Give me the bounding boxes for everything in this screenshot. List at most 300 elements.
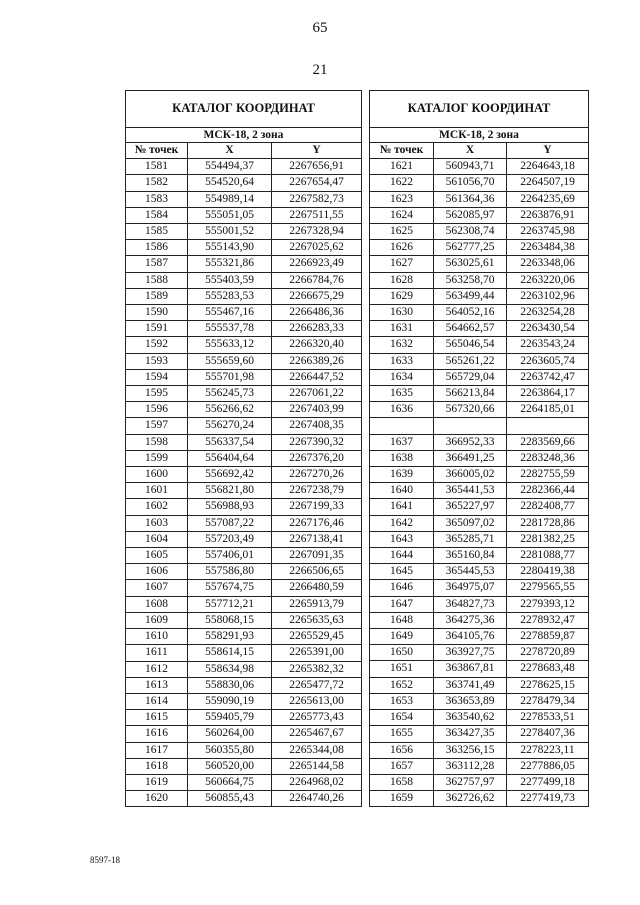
x-coordinate: 555001,52: [188, 224, 272, 240]
x-coordinate: 554494,37: [188, 159, 272, 175]
point-number: 1590: [126, 305, 188, 321]
point-number: 1648: [370, 612, 434, 628]
table-row: [126, 693, 362, 709]
table-row: [370, 791, 589, 807]
point-number: 1623: [370, 191, 434, 207]
x-coordinate: 557406,01: [188, 548, 272, 564]
x-coordinate: 563499,44: [434, 288, 507, 304]
table-row: [370, 191, 589, 207]
x-coordinate: 363112,28: [434, 758, 507, 774]
y-coordinate: 2266923,49: [272, 256, 362, 272]
x-coordinate: 562777,25: [434, 240, 507, 256]
table-row: [370, 353, 589, 369]
x-coordinate: 557712,21: [188, 596, 272, 612]
table-row: [370, 386, 589, 402]
point-number: 1606: [126, 564, 188, 580]
point-number: 1619: [126, 774, 188, 790]
point-number: 1659: [370, 791, 434, 807]
x-coordinate: 557674,75: [188, 580, 272, 596]
point-number: 1594: [126, 369, 188, 385]
x-coordinate: 555467,16: [188, 305, 272, 321]
table-row: [126, 337, 362, 353]
x-coordinate: 561364,36: [434, 191, 507, 207]
y-coordinate: 2263745,98: [507, 224, 589, 240]
table-row: [126, 191, 362, 207]
y-coordinate: 2277419,73: [507, 791, 589, 807]
point-number: 1627: [370, 256, 434, 272]
point-number: 1603: [126, 515, 188, 531]
x-coordinate: 564662,57: [434, 321, 507, 337]
table-row: [370, 710, 589, 726]
y-coordinate: 2267199,33: [272, 499, 362, 515]
point-number: 1653: [370, 693, 434, 709]
point-number: [370, 418, 434, 434]
table-row: [370, 774, 589, 790]
y-coordinate: 2266320,40: [272, 337, 362, 353]
x-coordinate: 562085,97: [434, 207, 507, 223]
x-coordinate: 555701,98: [188, 369, 272, 385]
y-coordinate: 2267656,91: [272, 159, 362, 175]
table-row: [126, 515, 362, 531]
table-row: [370, 402, 589, 418]
x-coordinate: 364275,36: [434, 612, 507, 628]
table-row: [126, 224, 362, 240]
point-number: 1629: [370, 288, 434, 304]
table-row: [126, 661, 362, 677]
y-coordinate: 2263742,47: [507, 369, 589, 385]
point-number: 1615: [126, 710, 188, 726]
y-coordinate: 2266675,29: [272, 288, 362, 304]
point-number: 1655: [370, 726, 434, 742]
point-number: 1640: [370, 483, 434, 499]
y-coordinate: 2277886,05: [507, 758, 589, 774]
table-row: [370, 450, 589, 466]
x-coordinate: 556270,24: [188, 418, 272, 434]
table-row: [126, 629, 362, 645]
table-row: [126, 418, 362, 434]
y-coordinate: 2264643,18: [507, 159, 589, 175]
point-number: 1638: [370, 450, 434, 466]
table-row: [126, 677, 362, 693]
x-coordinate: 560355,80: [188, 742, 272, 758]
point-number: 1591: [126, 321, 188, 337]
y-coordinate: 2266447,52: [272, 369, 362, 385]
x-coordinate: 555633,12: [188, 337, 272, 353]
x-coordinate: 557203,49: [188, 531, 272, 547]
table-row: [370, 548, 589, 564]
point-number: 1595: [126, 386, 188, 402]
table-row: [126, 564, 362, 580]
point-number: 1635: [370, 386, 434, 402]
x-coordinate: 560855,43: [188, 791, 272, 807]
page-number: 65: [312, 20, 328, 36]
x-coordinate: 556404,64: [188, 450, 272, 466]
x-coordinate: 558291,93: [188, 629, 272, 645]
point-number: 1609: [126, 612, 188, 628]
point-number: 1632: [370, 337, 434, 353]
table-row: [370, 418, 589, 434]
x-coordinate: 366952,33: [434, 434, 507, 450]
y-coordinate: 2267376,20: [272, 450, 362, 466]
x-coordinate: 365285,71: [434, 531, 507, 547]
table-row: [370, 272, 589, 288]
table-row: [370, 661, 589, 677]
x-coordinate: 365160,84: [434, 548, 507, 564]
point-number: 1647: [370, 596, 434, 612]
table-row: [370, 612, 589, 628]
header-row: [126, 143, 362, 159]
x-coordinate: 363741,49: [434, 677, 507, 693]
y-coordinate: 2267061,22: [272, 386, 362, 402]
y-coordinate: 2263864,17: [507, 386, 589, 402]
x-coordinate: 560664,75: [188, 774, 272, 790]
table-row: [126, 531, 362, 547]
x-coordinate: [434, 418, 507, 434]
point-number: 1649: [370, 629, 434, 645]
point-number: 1616: [126, 726, 188, 742]
y-coordinate: 2267390,32: [272, 434, 362, 450]
y-coordinate: 2267582,73: [272, 191, 362, 207]
table-row: [370, 645, 589, 661]
x-coordinate: 560943,71: [434, 159, 507, 175]
point-number: 1602: [126, 499, 188, 515]
point-number: 1644: [370, 548, 434, 564]
x-coordinate: 556821,80: [188, 483, 272, 499]
table-row: [126, 321, 362, 337]
x-coordinate: 363540,62: [434, 710, 507, 726]
y-coordinate: 2267328,94: [272, 224, 362, 240]
table-row: [370, 564, 589, 580]
x-coordinate: 560520,00: [188, 758, 272, 774]
table-row: [126, 159, 362, 175]
x-coordinate: 364827,73: [434, 596, 507, 612]
table-row: [370, 531, 589, 547]
y-coordinate: 2263430,54: [507, 321, 589, 337]
point-number: 1628: [370, 272, 434, 288]
x-coordinate: 561056,70: [434, 175, 507, 191]
y-coordinate: 2265344,08: [272, 742, 362, 758]
point-number: 1587: [126, 256, 188, 272]
table-row: [126, 726, 362, 742]
point-number: 1614: [126, 693, 188, 709]
point-number: 1589: [126, 288, 188, 304]
table-row: [370, 288, 589, 304]
x-coordinate: 554989,14: [188, 191, 272, 207]
y-coordinate: 2267238,79: [272, 483, 362, 499]
y-coordinate: 2267511,55: [272, 207, 362, 223]
point-number: 1631: [370, 321, 434, 337]
x-coordinate: 563025,61: [434, 256, 507, 272]
y-coordinate: 2264740,26: [272, 791, 362, 807]
y-coordinate: 2266784,76: [272, 272, 362, 288]
point-number: 1622: [370, 175, 434, 191]
table-row: [126, 612, 362, 628]
point-number: 1599: [126, 450, 188, 466]
point-number: 1610: [126, 629, 188, 645]
y-coordinate: [507, 418, 589, 434]
table-row: [126, 645, 362, 661]
point-number: 1645: [370, 564, 434, 580]
point-number: 1624: [370, 207, 434, 223]
table-row: [126, 386, 362, 402]
point-number: 1601: [126, 483, 188, 499]
x-coordinate: 364105,76: [434, 629, 507, 645]
y-coordinate: 2265391,00: [272, 645, 362, 661]
table-row: [126, 207, 362, 223]
table-row: [370, 159, 589, 175]
table-row: [370, 175, 589, 191]
x-coordinate: 362726,62: [434, 791, 507, 807]
point-number: 1588: [126, 272, 188, 288]
y-coordinate: 2265467,67: [272, 726, 362, 742]
y-coordinate: 2267176,46: [272, 515, 362, 531]
y-coordinate: 2263484,38: [507, 240, 589, 256]
table-row: [370, 499, 589, 515]
x-coordinate: 556988,93: [188, 499, 272, 515]
point-number: 1585: [126, 224, 188, 240]
header-y: Y: [507, 143, 589, 159]
header-x: X: [434, 143, 507, 159]
table-row: [126, 402, 362, 418]
x-coordinate: 565729,04: [434, 369, 507, 385]
table-row: [126, 580, 362, 596]
point-number: 1597: [126, 418, 188, 434]
catalog-zone-row: [370, 128, 589, 143]
point-number: 1581: [126, 159, 188, 175]
y-coordinate: 2267270,26: [272, 467, 362, 483]
x-coordinate: 554520,64: [188, 175, 272, 191]
x-coordinate: 557586,80: [188, 564, 272, 580]
point-number: 1654: [370, 710, 434, 726]
x-coordinate: 555537,78: [188, 321, 272, 337]
table-row: [126, 710, 362, 726]
table-row: [370, 677, 589, 693]
point-number: 1592: [126, 337, 188, 353]
table-row: [370, 726, 589, 742]
x-coordinate: 555283,53: [188, 288, 272, 304]
table-row: [126, 240, 362, 256]
coordinate-system-label: МСК-18, 2 зона: [126, 128, 362, 143]
y-coordinate: 2278720,89: [507, 645, 589, 661]
x-coordinate: 557087,22: [188, 515, 272, 531]
appendix-page-number: 21: [312, 62, 328, 78]
y-coordinate: 2263102,96: [507, 288, 589, 304]
point-number: 1598: [126, 434, 188, 450]
x-coordinate: 558614,15: [188, 645, 272, 661]
y-coordinate: 2278533,51: [507, 710, 589, 726]
header-point-number: № точек: [370, 143, 434, 159]
x-coordinate: 556337,54: [188, 434, 272, 450]
y-coordinate: 2266389,26: [272, 353, 362, 369]
catalog-zone-row: [126, 128, 362, 143]
x-coordinate: 366491,25: [434, 450, 507, 466]
x-coordinate: 555143,90: [188, 240, 272, 256]
point-number: 1626: [370, 240, 434, 256]
x-coordinate: 567320,66: [434, 402, 507, 418]
y-coordinate: 2282366,44: [507, 483, 589, 499]
point-number: 1621: [370, 159, 434, 175]
table-row: [126, 353, 362, 369]
table-row: [370, 758, 589, 774]
header-row: [370, 143, 589, 159]
y-coordinate: 2267025,62: [272, 240, 362, 256]
x-coordinate: 363867,81: [434, 661, 507, 677]
table-row: [370, 742, 589, 758]
x-coordinate: 365097,02: [434, 515, 507, 531]
y-coordinate: 2263348,06: [507, 256, 589, 272]
header-y: Y: [272, 143, 362, 159]
point-number: 1637: [370, 434, 434, 450]
point-number: 1586: [126, 240, 188, 256]
y-coordinate: 2266283,33: [272, 321, 362, 337]
table-row: [370, 256, 589, 272]
y-coordinate: 2265913,79: [272, 596, 362, 612]
table-row: [370, 207, 589, 223]
table-row: [126, 483, 362, 499]
y-coordinate: 2265635,63: [272, 612, 362, 628]
x-coordinate: 566213,84: [434, 386, 507, 402]
y-coordinate: 2278625,15: [507, 677, 589, 693]
y-coordinate: 2263876,91: [507, 207, 589, 223]
table-row: [126, 272, 362, 288]
x-coordinate: 555403,59: [188, 272, 272, 288]
x-coordinate: 556245,73: [188, 386, 272, 402]
table-row: [126, 305, 362, 321]
x-coordinate: 556266,62: [188, 402, 272, 418]
point-number: 1656: [370, 742, 434, 758]
point-number: 1620: [126, 791, 188, 807]
y-coordinate: 2277499,18: [507, 774, 589, 790]
table-row: [126, 467, 362, 483]
point-number: 1634: [370, 369, 434, 385]
coordinate-catalog-table-right: [369, 90, 589, 807]
y-coordinate: 2266506,65: [272, 564, 362, 580]
table-row: [370, 629, 589, 645]
point-number: 1646: [370, 580, 434, 596]
y-coordinate: 2283569,66: [507, 434, 589, 450]
x-coordinate: 558830,06: [188, 677, 272, 693]
point-number: 1657: [370, 758, 434, 774]
x-coordinate: 364975,07: [434, 580, 507, 596]
table-row: [370, 305, 589, 321]
x-coordinate: 555321,86: [188, 256, 272, 272]
table-row: [370, 224, 589, 240]
catalog-title: КАТАЛОГ КООРДИНАТ: [126, 91, 362, 128]
point-number: 1596: [126, 402, 188, 418]
x-coordinate: 564052,16: [434, 305, 507, 321]
y-coordinate: 2282755,59: [507, 467, 589, 483]
point-number: 1612: [126, 661, 188, 677]
y-coordinate: 2278859,87: [507, 629, 589, 645]
y-coordinate: 2264507,19: [507, 175, 589, 191]
x-coordinate: 362757,97: [434, 774, 507, 790]
point-number: 1584: [126, 207, 188, 223]
table-row: [126, 548, 362, 564]
y-coordinate: 2264185,01: [507, 402, 589, 418]
table-row: [370, 321, 589, 337]
y-coordinate: 2263543,24: [507, 337, 589, 353]
table-row: [126, 450, 362, 466]
point-number: 1613: [126, 677, 188, 693]
point-number: 1617: [126, 742, 188, 758]
y-coordinate: 2281088,77: [507, 548, 589, 564]
y-coordinate: 2279393,12: [507, 596, 589, 612]
catalog-title: КАТАЛОГ КООРДИНАТ: [370, 91, 589, 128]
x-coordinate: 365227,97: [434, 499, 507, 515]
table-row: [126, 499, 362, 515]
y-coordinate: 2282408,77: [507, 499, 589, 515]
x-coordinate: 555051,05: [188, 207, 272, 223]
table-row: [370, 337, 589, 353]
y-coordinate: 2267654,47: [272, 175, 362, 191]
x-coordinate: 363427,35: [434, 726, 507, 742]
point-number: 1593: [126, 353, 188, 369]
x-coordinate: 562308,74: [434, 224, 507, 240]
x-coordinate: 363653,89: [434, 693, 507, 709]
y-coordinate: 2278932,47: [507, 612, 589, 628]
point-number: 1658: [370, 774, 434, 790]
header-x: X: [188, 143, 272, 159]
y-coordinate: 2263605,74: [507, 353, 589, 369]
catalog-title-row: [126, 91, 362, 128]
x-coordinate: 365441,53: [434, 483, 507, 499]
x-coordinate: 565046,54: [434, 337, 507, 353]
table-row: [126, 175, 362, 191]
y-coordinate: 2265382,32: [272, 661, 362, 677]
point-number: 1651: [370, 661, 434, 677]
table-row: [370, 693, 589, 709]
x-coordinate: 559090,19: [188, 693, 272, 709]
y-coordinate: 2283248,36: [507, 450, 589, 466]
x-coordinate: 365445,53: [434, 564, 507, 580]
point-number: 1600: [126, 467, 188, 483]
point-number: 1636: [370, 402, 434, 418]
y-coordinate: 2281728,86: [507, 515, 589, 531]
point-number: 1605: [126, 548, 188, 564]
point-number: 1608: [126, 596, 188, 612]
table-row: [370, 596, 589, 612]
y-coordinate: 2265613,00: [272, 693, 362, 709]
table-row: [370, 515, 589, 531]
table-row: [126, 774, 362, 790]
table-row: [126, 256, 362, 272]
y-coordinate: 2264968,02: [272, 774, 362, 790]
y-coordinate: 2267408,35: [272, 418, 362, 434]
y-coordinate: 2265144,58: [272, 758, 362, 774]
header-point-number: № точек: [126, 143, 188, 159]
table-row: [126, 596, 362, 612]
y-coordinate: 2280419,38: [507, 564, 589, 580]
table-row: [126, 369, 362, 385]
table-row: [370, 483, 589, 499]
y-coordinate: 2265773,43: [272, 710, 362, 726]
x-coordinate: 556692,42: [188, 467, 272, 483]
x-coordinate: 563258,70: [434, 272, 507, 288]
x-coordinate: 366005,02: [434, 467, 507, 483]
point-number: 1643: [370, 531, 434, 547]
y-coordinate: 2279565,55: [507, 580, 589, 596]
point-number: 1604: [126, 531, 188, 547]
table-row: [370, 434, 589, 450]
point-number: 1642: [370, 515, 434, 531]
x-coordinate: 560264,00: [188, 726, 272, 742]
x-coordinate: 565261,22: [434, 353, 507, 369]
coordinate-system-label: МСК-18, 2 зона: [370, 128, 589, 143]
table-row: [370, 240, 589, 256]
y-coordinate: 2278223,11: [507, 742, 589, 758]
y-coordinate: 2267138,41: [272, 531, 362, 547]
y-coordinate: 2266486,36: [272, 305, 362, 321]
